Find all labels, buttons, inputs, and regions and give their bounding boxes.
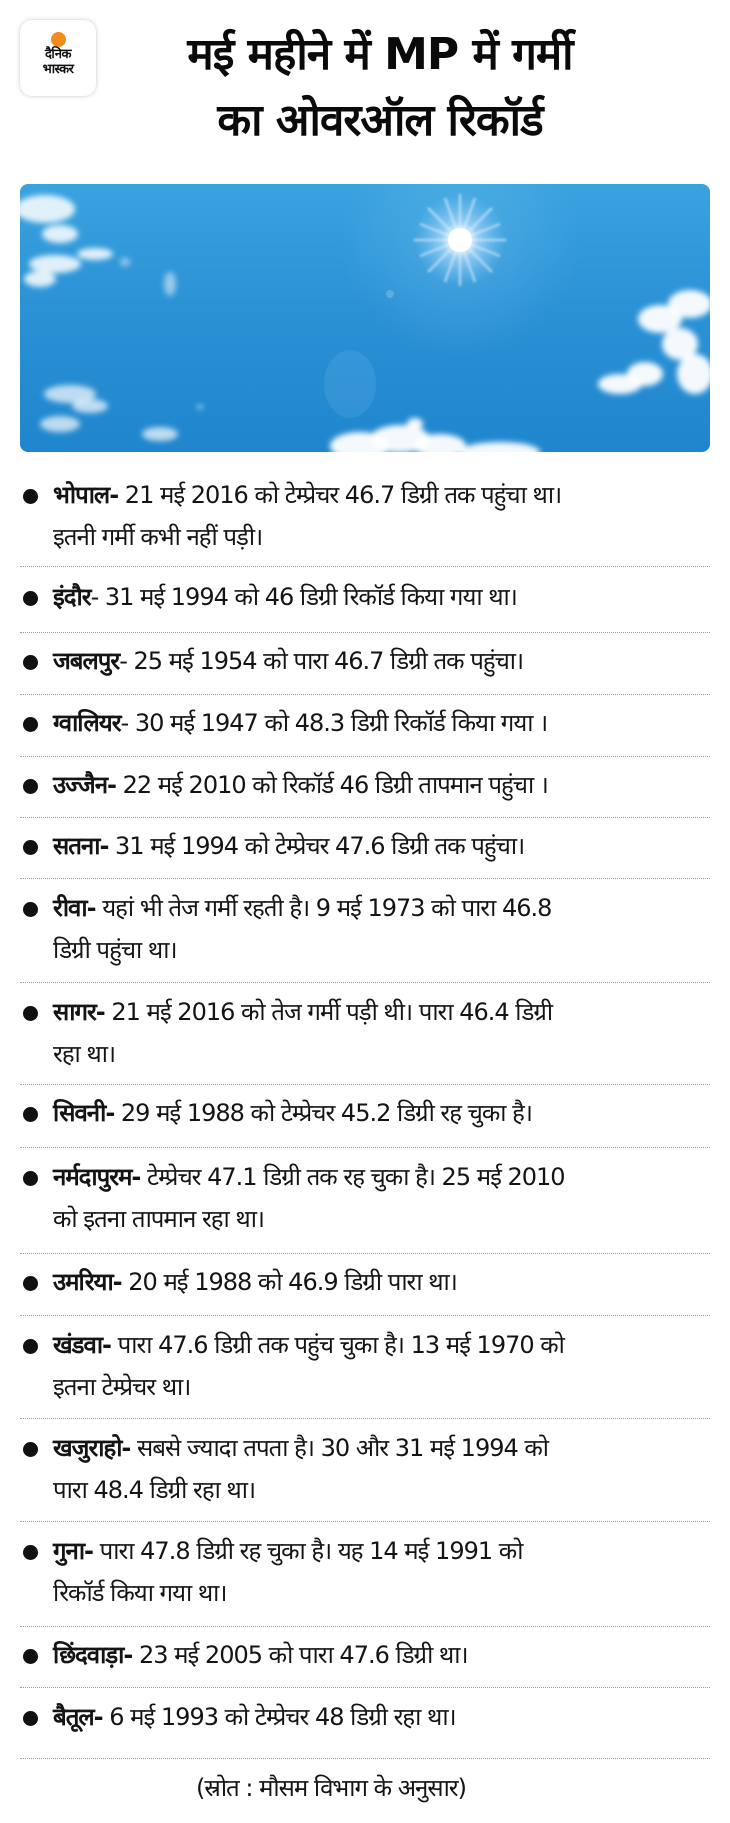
bullet-icon: [23, 1711, 38, 1726]
bullet-icon: [23, 840, 38, 855]
list-item-betul: [0, 1687, 730, 1758]
item-text-line1: 20 मई 1988 को 46.9 डिग्री पारा था।: [121, 1268, 457, 1296]
city-name: सिवनी-: [53, 1099, 115, 1127]
sun-logo-icon: [51, 32, 66, 47]
item-text-line2: रहा था।: [53, 1040, 116, 1068]
list-item-seoni: [0, 1084, 730, 1147]
city-name: सतना-: [53, 832, 109, 860]
item-text-line2: को इतना तापमान रहा था।: [53, 1205, 265, 1233]
hero-sky-image: [20, 184, 710, 452]
item-text-line1: 21 मई 2016 को टेम्प्रेचर 46.7 डिग्री तक पहुंचा था।: [118, 481, 562, 509]
bullet-icon: [23, 1649, 38, 1664]
source-note: (स्रोत : मौसम विभाग के अनुसार): [196, 1774, 466, 1802]
list-item-chhindwara: [0, 1626, 730, 1687]
list-item-khandwa: [0, 1315, 730, 1418]
list-item-satna: [0, 817, 730, 878]
item-text-line2: डिग्री पहुंचा था।: [53, 936, 177, 964]
list-item-ujjain: [0, 756, 730, 817]
item-text-line1: 21 मई 2016 को तेज गर्मी पड़ी थी। पारा 46.4 डिग्री: [104, 998, 553, 1026]
item-text-line1: 22 मई 2010 को रिकॉर्ड 46 डिग्री तापमान पहुंचा ।: [115, 771, 548, 799]
bullet-icon: [23, 1339, 38, 1354]
item-text-line1: पारा 47.6 डिग्री तक पहुंच चुका है। 13 मई 1970 को: [111, 1331, 564, 1359]
title-line2: का ओवरऑल रिकॉर्ड: [217, 95, 543, 146]
item-text-line1: - 31 मई 1994 को 46 डिग्री रिकॉर्ड किया गया था।: [90, 583, 517, 611]
list-item-bhopal: [0, 470, 730, 566]
bullet-icon: [23, 489, 38, 504]
bullet-icon: [23, 1171, 38, 1186]
city-name: उमरिया-: [53, 1268, 122, 1296]
bullet-icon: [23, 1442, 38, 1457]
item-text-line1: पारा 47.8 डिग्री रह चुका है। यह 14 मई 1991 को: [93, 1537, 523, 1565]
logo-text-line1: दैनिक: [45, 47, 71, 62]
city-name: नर्मदापुरम-: [53, 1163, 141, 1191]
city-name: गुना-: [53, 1537, 94, 1565]
bullet-icon: [23, 717, 38, 732]
bullet-icon: [23, 1276, 38, 1291]
bullet-icon: [23, 1545, 38, 1560]
item-text-line1: टेम्प्रेचर 47.1 डिग्री तक रह चुका है। 25 मई 2010: [140, 1163, 565, 1191]
sun-sky-illustration-icon: [20, 184, 710, 452]
dainik-bhaskar-logo: [20, 20, 96, 96]
list-item-narmadapuram: [0, 1147, 730, 1253]
item-text-line1: 23 मई 2005 को पारा 47.6 डिग्री था।: [132, 1641, 468, 1669]
city-name: बैतूल-: [53, 1703, 103, 1731]
city-name: खजुराहो-: [53, 1434, 131, 1462]
divider: [20, 1758, 710, 1759]
city-name: भोपाल-: [53, 481, 119, 509]
bullet-icon: [23, 1006, 38, 1021]
list-item-umaria: [0, 1253, 730, 1315]
bullet-icon: [23, 779, 38, 794]
list-item-rewa: [0, 878, 730, 982]
city-name: रीवा-: [53, 894, 96, 922]
city-name: सागर-: [53, 998, 105, 1026]
bullet-icon: [23, 655, 38, 670]
list-item-sagar: [0, 982, 730, 1084]
item-text-line1: - 25 मई 1954 को पारा 46.7 डिग्री तक पहुंचा।: [119, 647, 524, 675]
item-text-line1: यहां भी तेज गर्मी रहती है। 9 मई 1973 को पारा 46.8: [95, 894, 552, 922]
item-text-line1: 6 मई 1993 को टेम्प्रेचर 48 डिग्री रहा था।: [102, 1703, 456, 1731]
list-item-indore: [0, 566, 730, 632]
item-text-line1: सबसे ज्यादा तपता है। 30 और 31 मई 1994 को: [130, 1434, 549, 1462]
city-name: ग्वालियर: [53, 709, 121, 737]
list-item-khajuraho: [0, 1418, 730, 1521]
city-name: उज्जैन-: [53, 771, 116, 799]
list-item-gwalior: [0, 694, 730, 756]
item-text-line2: इतना टेम्प्रेचर था।: [53, 1373, 191, 1401]
title-line1: मई महीने में MP में गर्मी: [187, 29, 573, 80]
logo-text-line2: भास्कर: [42, 62, 74, 77]
item-text-line1: 31 मई 1994 को टेम्प्रेचर 47.6 डिग्री तक पहुंचा।: [108, 832, 525, 860]
bullet-icon: [23, 591, 38, 606]
item-text-line1: 29 मई 1988 को टेम्प्रेचर 45.2 डिग्री रह चुका है।: [114, 1099, 532, 1127]
item-text-line2: पारा 48.4 डिग्री रहा था।: [53, 1476, 256, 1504]
list-item-jabalpur: [0, 632, 730, 694]
item-text-line2: रिकॉर्ड किया गया था।: [53, 1579, 227, 1607]
list-item-guna: [0, 1521, 730, 1626]
item-text-line1: - 30 मई 1947 को 48.3 डिग्री रिकॉर्ड किया गया ।: [120, 709, 548, 737]
city-name: खंडवा-: [53, 1331, 111, 1359]
city-name: छिंदवाड़ा-: [53, 1641, 133, 1669]
city-name: इंदौर: [53, 583, 91, 611]
page-title: [100, 22, 660, 154]
bullet-icon: [23, 902, 38, 917]
item-text-line2: इतनी गर्मी कभी नहीं पड़ी।: [53, 523, 263, 551]
city-name: जबलपुर: [53, 647, 120, 675]
bullet-icon: [23, 1107, 38, 1122]
